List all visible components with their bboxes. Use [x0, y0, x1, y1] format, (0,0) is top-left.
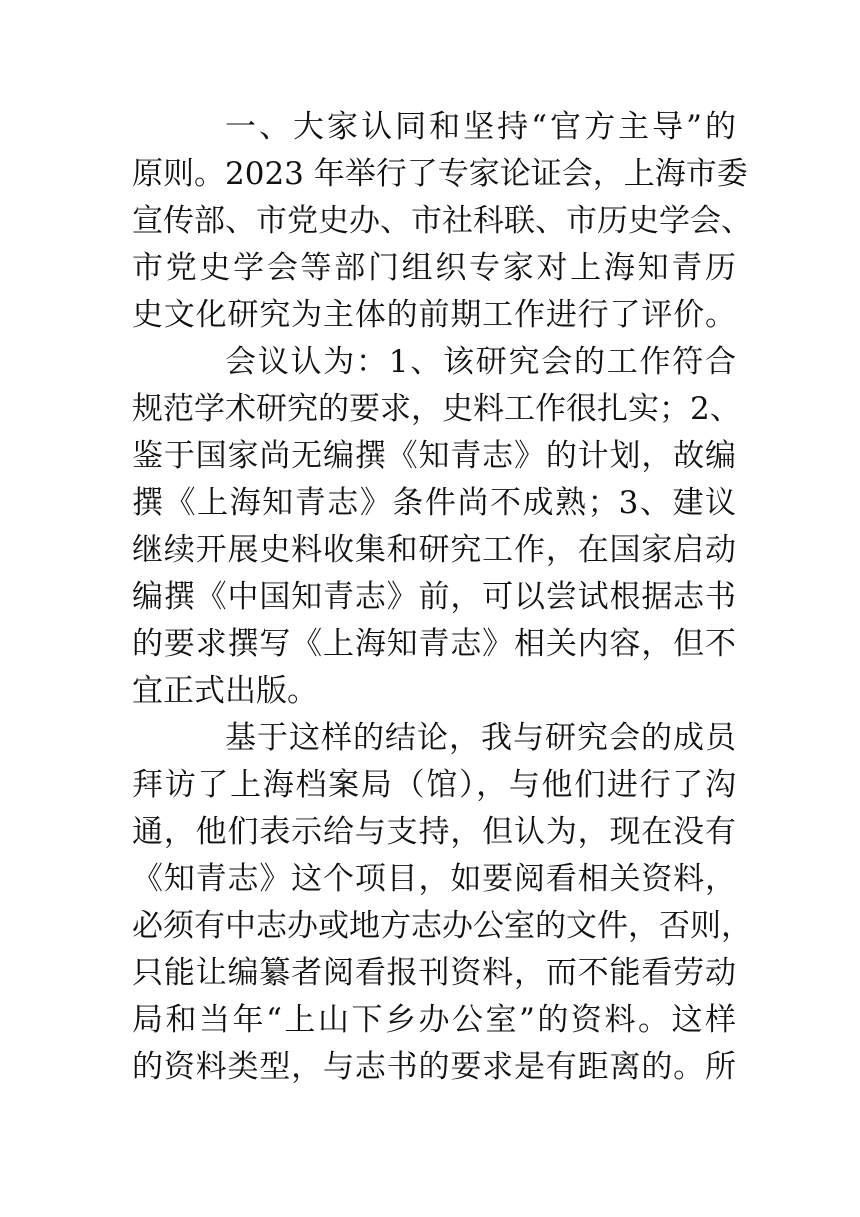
text-line: 局和当年“上山下乡办公室”的资料。这样 [132, 1002, 736, 1038]
text-line: 拜访了上海档案局（馆），与他们进行了沟 [132, 767, 736, 803]
text-line: 继续开展史料收集和研究工作，在国家启动 [132, 532, 736, 568]
text-line: 宜正式出版。 [132, 673, 318, 709]
text-line: 市党史学会等部门组织专家对上海知青历 [132, 250, 736, 286]
text-line: 原则。2023 年举行了专家论证会，上海市委 [132, 156, 748, 192]
text-line: 规范学术研究的要求，史料工作很扎实；2、 [132, 391, 741, 427]
text-line: 的要求撰写《上海知青志》相关内容，但不 [132, 626, 736, 662]
text-line: 必须有中志办或地方志办公室的文件，否则， [132, 908, 752, 944]
paragraph-2 [132, 339, 741, 715]
paragraph-1 [132, 104, 752, 339]
text-line: 宣传部、市党史办、市社科联、市历史学会、 [132, 203, 752, 239]
text-line: 《知青志》这个项目，如要阅看相关资料， [132, 861, 736, 897]
text-line: 一、大家认同和坚持“官方主导”的 [225, 109, 736, 145]
text-line: 编撰《中国知青志》前，可以尝试根据志书 [132, 579, 736, 615]
text-line: 撰《上海知青志》条件尚不成熟；3、建议 [132, 485, 736, 521]
text-line: 史文化研究为主体的前期工作进行了评价。 [132, 297, 736, 333]
text-line: 通，他们表示给与支持，但认为，现在没有 [132, 814, 736, 850]
body-text [132, 104, 752, 1091]
text-line: 基于这样的结论，我与研究会的成员 [225, 720, 736, 756]
text-line: 会议认为：1、该研究会的工作符合 [225, 344, 736, 380]
text-line: 的资料类型，与志书的要求是有距离的。所 [132, 1049, 736, 1085]
paragraph-3 [132, 715, 752, 1091]
text-line: 只能让编纂者阅看报刊资料，而不能看劳动 [132, 955, 736, 991]
text-line: 鉴于国家尚无编撰《知青志》的计划，故编 [132, 438, 736, 474]
